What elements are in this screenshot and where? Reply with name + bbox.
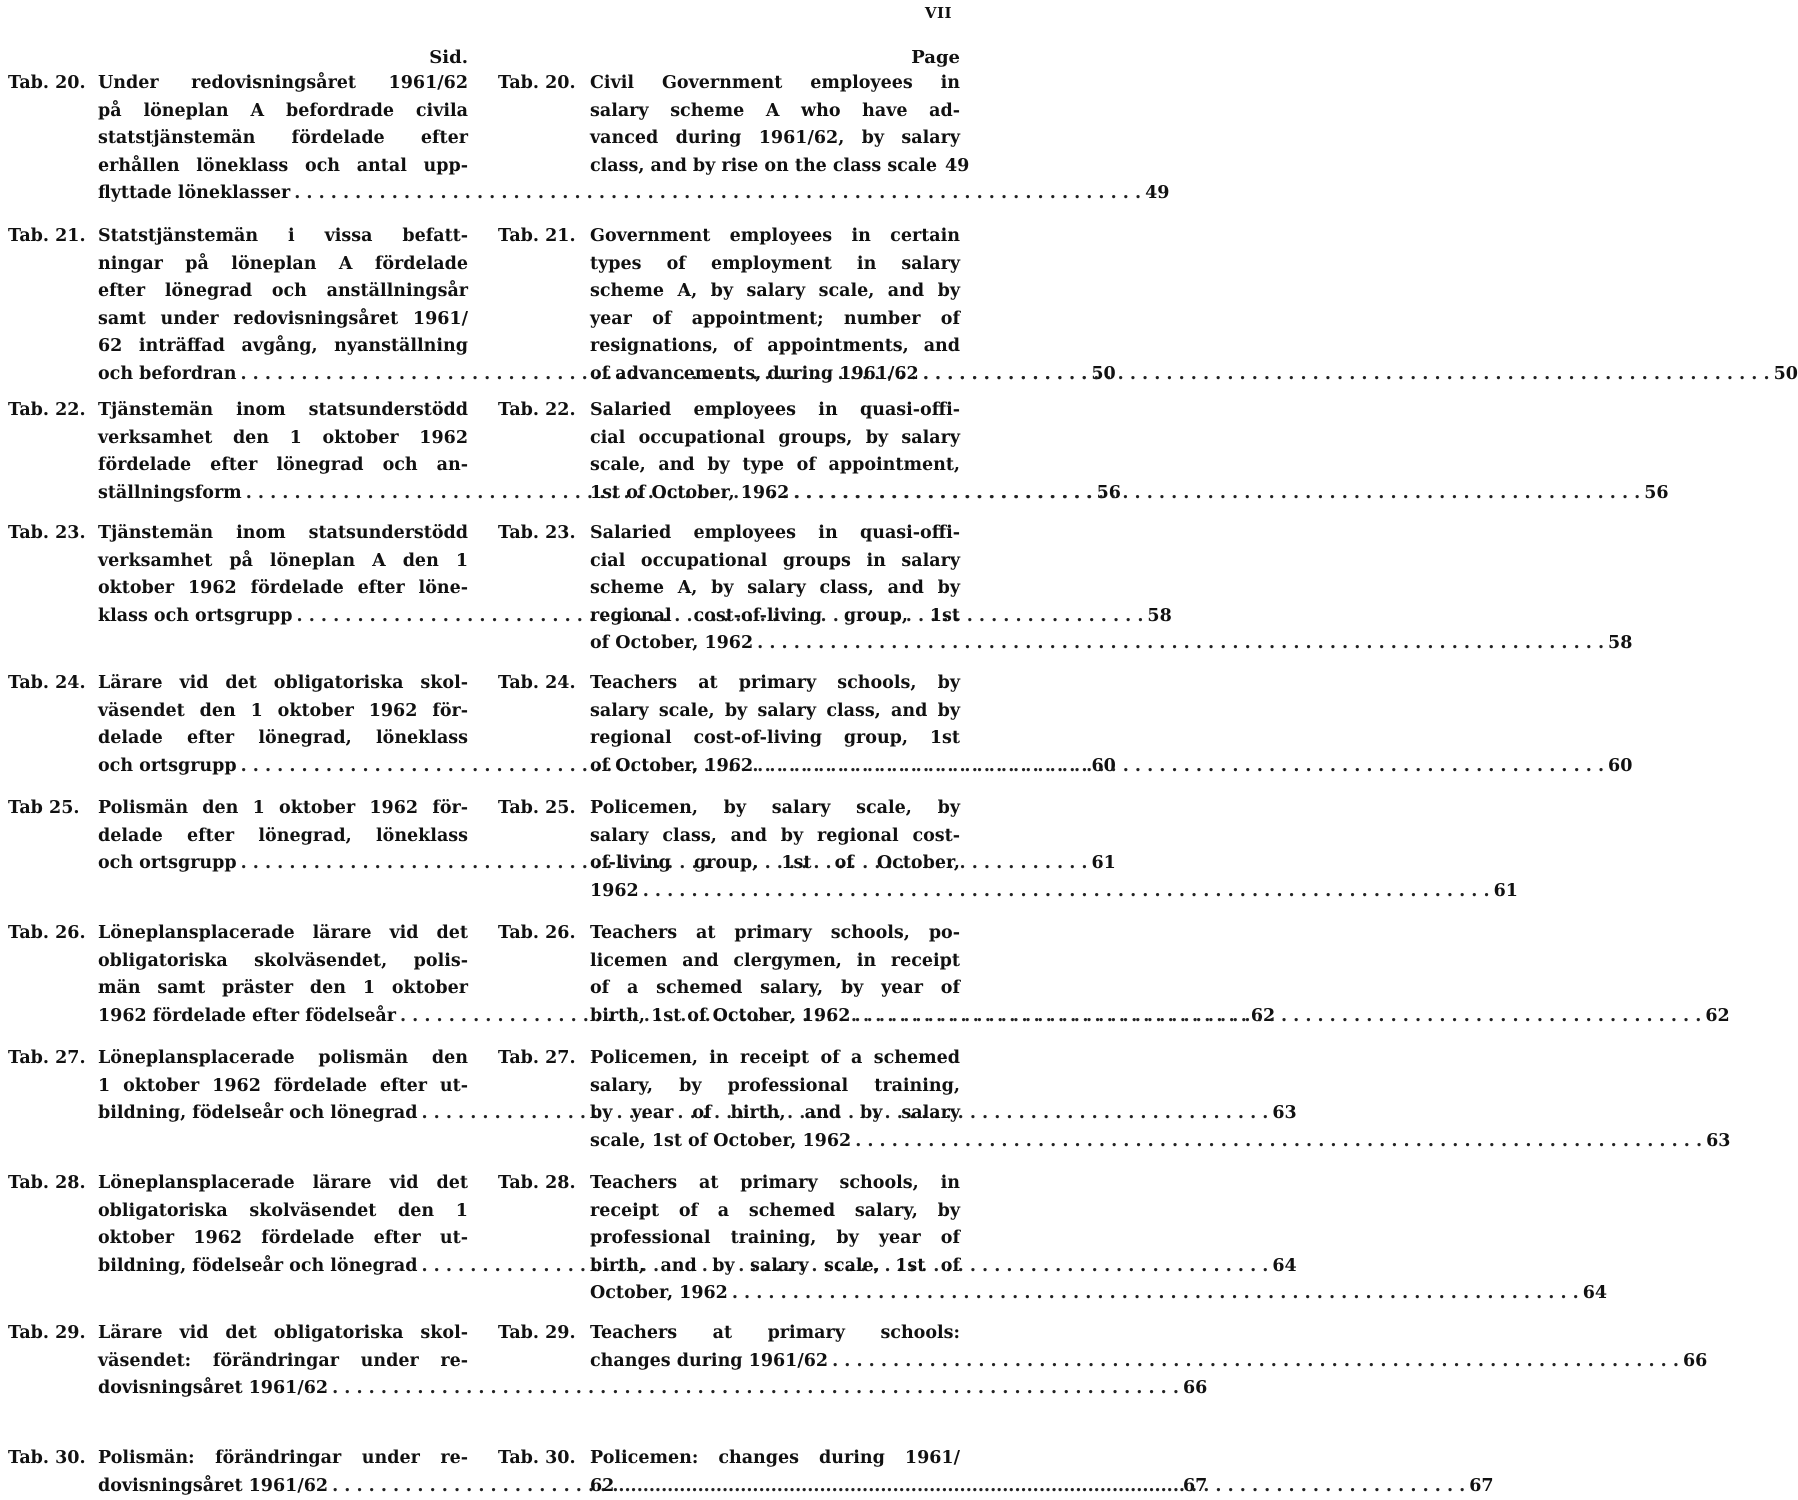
- title-line: samt under redovisningsåret 1961/: [98, 308, 468, 329]
- title-last-line: [590, 753, 1633, 781]
- page-ref: 66: [1682, 1350, 1708, 1371]
- toc-entry: [498, 1170, 1608, 1308]
- page-ref: 60: [1091, 755, 1116, 776]
- title-line: flyttade löneklasser: [98, 183, 291, 204]
- title-line: scale, 1st of October, 1962: [590, 1130, 852, 1151]
- dot-leader: [854, 1003, 1701, 1031]
- title-last-line: [590, 361, 1798, 389]
- title-line: Polismän: förändringar under re-: [98, 1448, 468, 1468]
- title-line: Government employees in certain: [590, 226, 960, 246]
- title-line: Lärare vid det obligatoriska skol-: [98, 673, 468, 693]
- toc-entry: [498, 795, 1518, 905]
- title-line: Teachers at primary schools:: [590, 1323, 960, 1343]
- title-last-line: [590, 1348, 1708, 1376]
- page-ref: 61: [1091, 853, 1116, 874]
- title-line: väsendet den 1 oktober 1962 för-: [98, 700, 468, 721]
- title-line: delade efter lönegrad, löneklass: [98, 728, 468, 749]
- dot-leader: [923, 361, 1770, 389]
- dot-leader: [832, 1348, 1679, 1376]
- title-line: of a schemed salary, by year of: [590, 978, 960, 999]
- english-column: [498, 46, 1798, 1496]
- title-line: 1962: [590, 880, 639, 901]
- page-ref: 63: [1706, 1130, 1731, 1151]
- entry-title: [590, 1045, 1731, 1155]
- entry-title: [590, 70, 970, 180]
- table-number: Tab. 22.: [8, 400, 86, 420]
- title-line: Policemen: changes during 1961/: [590, 1448, 960, 1468]
- page-ref: 50: [1773, 363, 1798, 384]
- title-line: klass och ortsgrupp: [98, 605, 293, 626]
- title-line: och ortsgrupp: [98, 853, 237, 874]
- entry-title: [590, 1320, 1708, 1375]
- title-last-line: [590, 1280, 1608, 1308]
- page-ref: 60: [1608, 755, 1633, 776]
- title-line: Salaried employees in quasi-offi-: [590, 523, 960, 543]
- title-line: efter lönegrad och anställningsår: [98, 281, 468, 302]
- title-last-line: [590, 878, 1518, 906]
- title-line: dovisningsåret 1961/62: [98, 1475, 329, 1496]
- title-line: cial occupational groups, by salary: [590, 427, 960, 448]
- entry-title: [590, 397, 1669, 507]
- table-number: Tab. 29.: [8, 1323, 86, 1343]
- table-number: Tab. 20.: [8, 73, 86, 93]
- page-ref: 50: [1091, 363, 1116, 384]
- table-number: Tab. 29.: [498, 1323, 576, 1343]
- title-line: Civil Government employees in: [590, 73, 960, 93]
- dot-leader: [855, 1128, 1702, 1156]
- table-number: Tab. 24.: [8, 673, 86, 693]
- page-ref: 66: [1182, 1378, 1208, 1399]
- title-line: resignations, of appointments, and: [590, 336, 960, 357]
- toc-entry: [498, 920, 1730, 1030]
- title-line: vanced during 1961/62, by salary: [590, 128, 960, 149]
- dot-leader: [757, 753, 1604, 781]
- table-number: Tab. 23.: [498, 523, 576, 543]
- page-ref: 62: [1250, 1005, 1276, 1026]
- page-ref: 58: [1608, 633, 1633, 654]
- title-last-line: [590, 630, 1633, 658]
- title-line: 62 inträffad avgång, nyanställning: [98, 336, 468, 357]
- title-line: scale, and by type of appointment,: [590, 455, 960, 476]
- title-line: licemen and clergymen, in receipt: [590, 950, 960, 971]
- title-line: professional training, by year of: [590, 1228, 960, 1249]
- dot-leader: [757, 630, 1604, 658]
- page-ref: 67: [1182, 1475, 1208, 1496]
- table-number: Tab. 23.: [8, 523, 86, 543]
- title-line: Löneplansplacerade polismän den: [98, 1048, 468, 1068]
- table-number: Tab. 30.: [8, 1448, 86, 1468]
- title-line: Teachers at primary schools, po-: [590, 923, 960, 943]
- title-line: Policemen, by salary scale, by: [590, 798, 960, 818]
- entry-title: [590, 520, 1633, 658]
- title-line: erhållen löneklass och antal upp-: [98, 155, 468, 176]
- title-line: salary scale, by salary class, and by: [590, 700, 960, 721]
- title-line: of October, 1962: [590, 755, 754, 776]
- title-line: och ortsgrupp: [98, 755, 237, 776]
- page-ref: 58: [1147, 605, 1172, 626]
- title-line: väsendet: förändringar under re-: [98, 1350, 468, 1371]
- toc-entry: [498, 223, 1798, 389]
- table-number: Tab. 20.: [498, 73, 576, 93]
- title-line: bildning, födelseår och lönegrad: [98, 1255, 418, 1276]
- title-line: ningar på löneplan A fördelade: [98, 253, 468, 274]
- table-number: Tab. 21.: [498, 226, 576, 246]
- page-ref: 49: [1145, 183, 1170, 204]
- title-line: scheme A, by salary scale, and by: [590, 281, 960, 302]
- page-ref: 61: [1493, 880, 1518, 901]
- title-line: by year of birth, and by salary: [590, 1103, 960, 1124]
- page-ref: 64: [1582, 1283, 1608, 1304]
- title-line: year of appointment; number of: [590, 308, 960, 329]
- title-line: på löneplan A befordrade civila: [98, 100, 468, 121]
- entry-title: [590, 1170, 1608, 1308]
- toc-entry: [498, 70, 970, 180]
- title-line: Tjänstemän inom statsunderstödd: [98, 400, 468, 420]
- title-line: Policemen, in receipt of a schemed: [590, 1048, 960, 1068]
- title-line: 62: [590, 1475, 615, 1496]
- table-number: Tab. 26.: [8, 923, 86, 943]
- title-line: scheme A, by salary class, and by: [590, 578, 960, 599]
- title-line: class, and by rise on the class scale: [590, 155, 937, 176]
- title-line: salary class, and by regional cost-: [590, 825, 960, 846]
- toc-entry: [498, 1445, 1494, 1500]
- title-line: Teachers at primary schools, in: [590, 1173, 960, 1193]
- table-number: Tab 25.: [8, 798, 80, 818]
- title-line: oktober 1962 fördelade efter löne-: [98, 578, 468, 599]
- entry-title: [590, 1445, 1494, 1500]
- title-line: statstjänstemän fördelade efter: [98, 128, 468, 149]
- title-last-line: [590, 480, 1669, 508]
- dot-leader: [643, 878, 1490, 906]
- title-line: of advancements, during 1961/62: [590, 363, 919, 384]
- title-last-line: [98, 180, 1170, 208]
- title-line: oktober 1962 fördelade efter ut-: [98, 1228, 468, 1249]
- entry-title: [590, 670, 1633, 780]
- page-ref: 67: [1469, 1475, 1494, 1496]
- page-ref: 56: [1644, 482, 1669, 503]
- title-line: birth, 1st of October, 1962: [590, 1005, 851, 1026]
- page-ref: 62: [1705, 1005, 1730, 1026]
- title-line: 1962 fördelade efter födelseår: [98, 1005, 396, 1026]
- toc-entry: [498, 397, 1669, 507]
- toc-entry: [498, 1045, 1731, 1155]
- dot-leader: [732, 1280, 1579, 1308]
- title-line: delade efter lönegrad, löneklass: [98, 825, 468, 846]
- title-line: Under redovisningsåret 1961/62: [98, 73, 468, 93]
- title-line: Teachers at primary schools, by: [590, 673, 960, 693]
- table-number: Tab. 27.: [8, 1048, 86, 1068]
- title-line: Tjänstemän inom statsunderstödd: [98, 523, 468, 543]
- title-line: obligatoriska skolväsendet, polis-: [98, 950, 468, 971]
- dot-leader: [294, 180, 1141, 208]
- title-line: verksamhet den 1 oktober 1962: [98, 427, 468, 448]
- table-number: Tab. 21.: [8, 226, 86, 246]
- title-line: fördelade efter lönegrad och an-: [98, 455, 468, 476]
- entry-title: [590, 795, 1518, 905]
- title-last-line: [590, 1003, 1730, 1031]
- title-line: changes during 1961/62: [590, 1350, 829, 1371]
- table-number: Tab. 27.: [498, 1048, 576, 1068]
- entry-title: [590, 223, 1798, 389]
- table-number: Tab. 22.: [498, 400, 576, 420]
- dot-leader: [793, 480, 1640, 508]
- title-last-line: [590, 1128, 1731, 1156]
- title-line: regional cost-of-living group, 1st: [590, 728, 960, 749]
- title-line: birth, and by salary scale, 1st of: [590, 1255, 960, 1276]
- title-last-line: [98, 1375, 1208, 1403]
- title-line: ställningsform: [98, 482, 242, 503]
- title-line: Löneplansplacerade lärare vid det: [98, 1173, 468, 1193]
- title-last-line: [98, 1473, 1208, 1500]
- column-header-sid: Sid.: [429, 47, 468, 68]
- table-number: Tab. 30.: [498, 1448, 576, 1468]
- title-line: of October, 1962: [590, 633, 754, 654]
- title-line: 1st of October, 1962: [590, 482, 790, 503]
- page-ref: 63: [1272, 1103, 1297, 1124]
- title-line: salary scheme A who have ad-: [590, 100, 960, 121]
- title-line: Polismän den 1 oktober 1962 för-: [98, 798, 468, 818]
- column-header-page: Page: [911, 47, 960, 68]
- title-line: types of employment in salary: [590, 253, 960, 274]
- title-line: och befordran: [98, 363, 237, 384]
- table-number: Tab. 28.: [8, 1173, 86, 1193]
- title-line: October, 1962: [590, 1283, 728, 1304]
- page-ref: 56: [1096, 482, 1121, 503]
- title-line: obligatoriska skolväsendet den 1: [98, 1200, 468, 1221]
- table-number: Tab. 24.: [498, 673, 576, 693]
- page-number: VII: [924, 4, 952, 22]
- title-last-line: [590, 1473, 1494, 1500]
- title-line: män samt präster den 1 oktober: [98, 978, 468, 999]
- title-line: bildning, födelseår och lönegrad: [98, 1103, 418, 1124]
- title-line: of-living group, 1st of October,: [590, 853, 960, 874]
- title-line: salary, by professional training,: [590, 1075, 960, 1096]
- table-number: Tab. 25.: [498, 798, 576, 818]
- title-line: dovisningsåret 1961/62: [98, 1378, 329, 1399]
- page-ref: 64: [1272, 1255, 1297, 1276]
- entry-title: [590, 920, 1730, 1030]
- title-line: cial occupational groups in salary: [590, 550, 960, 571]
- title-line: Löneplansplacerade lärare vid det: [98, 923, 468, 943]
- title-line: 1 oktober 1962 fördelade efter ut-: [98, 1075, 468, 1096]
- toc-entry: [498, 1320, 1708, 1375]
- toc-entry: [498, 670, 1633, 780]
- dot-leader: [618, 1473, 1465, 1500]
- title-line: receipt of a schemed salary, by: [590, 1200, 960, 1221]
- title-line: Salaried employees in quasi-offi-: [590, 400, 960, 420]
- dot-leader: [332, 1375, 1179, 1403]
- title-line: regional cost-of-living group, 1st: [590, 605, 960, 626]
- title-line: verksamhet på löneplan A den 1: [98, 550, 468, 571]
- table-number: Tab. 28.: [498, 1173, 576, 1193]
- page-ref: 49: [944, 155, 970, 176]
- title-line: Statstjänstemän i vissa befatt-: [98, 226, 468, 246]
- toc-entry: [498, 520, 1633, 658]
- title-last-line: [590, 153, 970, 181]
- title-line: Lärare vid det obligatoriska skol-: [98, 1323, 468, 1343]
- table-number: Tab. 26.: [498, 923, 576, 943]
